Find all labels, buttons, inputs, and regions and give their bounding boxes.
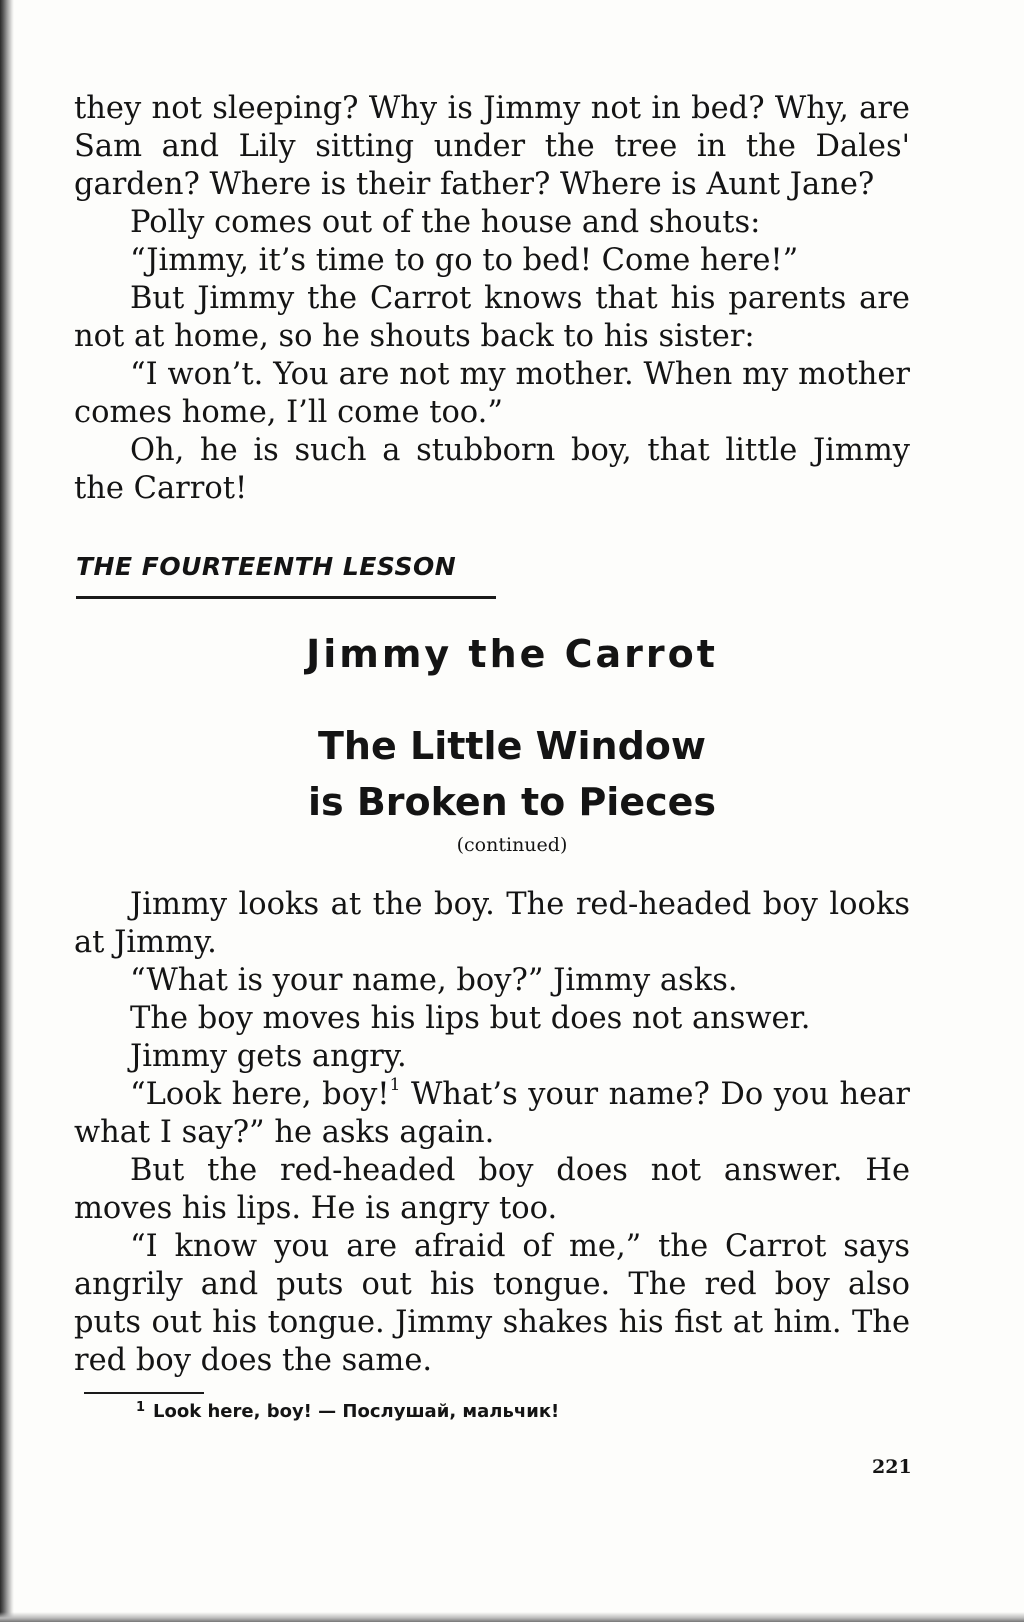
lesson-heading: THE FOURTEENTH LESSON xyxy=(76,552,457,581)
page-number: 221 xyxy=(872,1456,912,1478)
paragraph: Oh, he is such a stubborn boy, that little Jimmy the Carrot! xyxy=(74,433,910,506)
lesson-heading-underline xyxy=(76,596,496,599)
paragraph-part: “Look here, boy! xyxy=(130,1077,390,1112)
page-bottom-edge xyxy=(0,1612,1024,1622)
chapter-title-line: is Broken to Pieces xyxy=(307,780,717,824)
continued-note: (continued) xyxy=(456,834,568,856)
paragraph-with-footnote xyxy=(74,1076,910,1152)
paragraph: “What is your name, boy?” Jimmy asks. xyxy=(130,963,738,998)
paragraph: they not sleeping? Why is Jimmy not in bed? Why, are Sam and Lily sitting under the tree in the Dales' garden? Where is their father? Where is Aunt Jane? xyxy=(74,91,910,202)
paragraph: “I won’t. You are not my mother. When my mother comes home, I’ll come too.” xyxy=(74,357,910,430)
paragraph: “Jimmy, it’s time to go to bed! Come here!” xyxy=(130,243,799,278)
story-text xyxy=(74,886,910,1380)
footnote-marker: 1 xyxy=(389,1075,401,1095)
paragraph: Jimmy gets angry. xyxy=(130,1039,407,1074)
chapter-title-line: The Little Window xyxy=(318,724,706,768)
footnote-text: Look here, boy! — Послушай, мальчик! xyxy=(153,1401,560,1422)
story-title: Jimmy the Carrot xyxy=(306,632,718,676)
footnote xyxy=(136,1400,559,1422)
paragraph: “I know you are afraid of me,” the Carrot says angrily and puts out his tongue. The red boy also puts out his tongue. Jimmy shakes his fist at him. The red boy does the same. xyxy=(74,1229,910,1378)
paragraph: But the red-headed boy does not answer. He moves his lips. He is angry too. xyxy=(74,1153,910,1226)
footnote-number: 1 xyxy=(136,1400,146,1415)
paragraph: Polly comes out of the house and shouts: xyxy=(130,205,761,240)
chapter-title xyxy=(0,718,1024,830)
previous-lesson-text xyxy=(74,90,910,508)
footnote-separator xyxy=(84,1392,204,1394)
paragraph: Jimmy looks at the boy. The red-headed boy looks at Jimmy. xyxy=(74,887,910,960)
paragraph: The boy moves his lips but does not answer. xyxy=(130,1001,811,1036)
paragraph-part: What’s your name? Do you hear what I say?” he asks again. xyxy=(74,1077,910,1150)
paragraph: But Jimmy the Carrot knows that his parents are not at home, so he shouts back to his sister: xyxy=(74,281,910,354)
